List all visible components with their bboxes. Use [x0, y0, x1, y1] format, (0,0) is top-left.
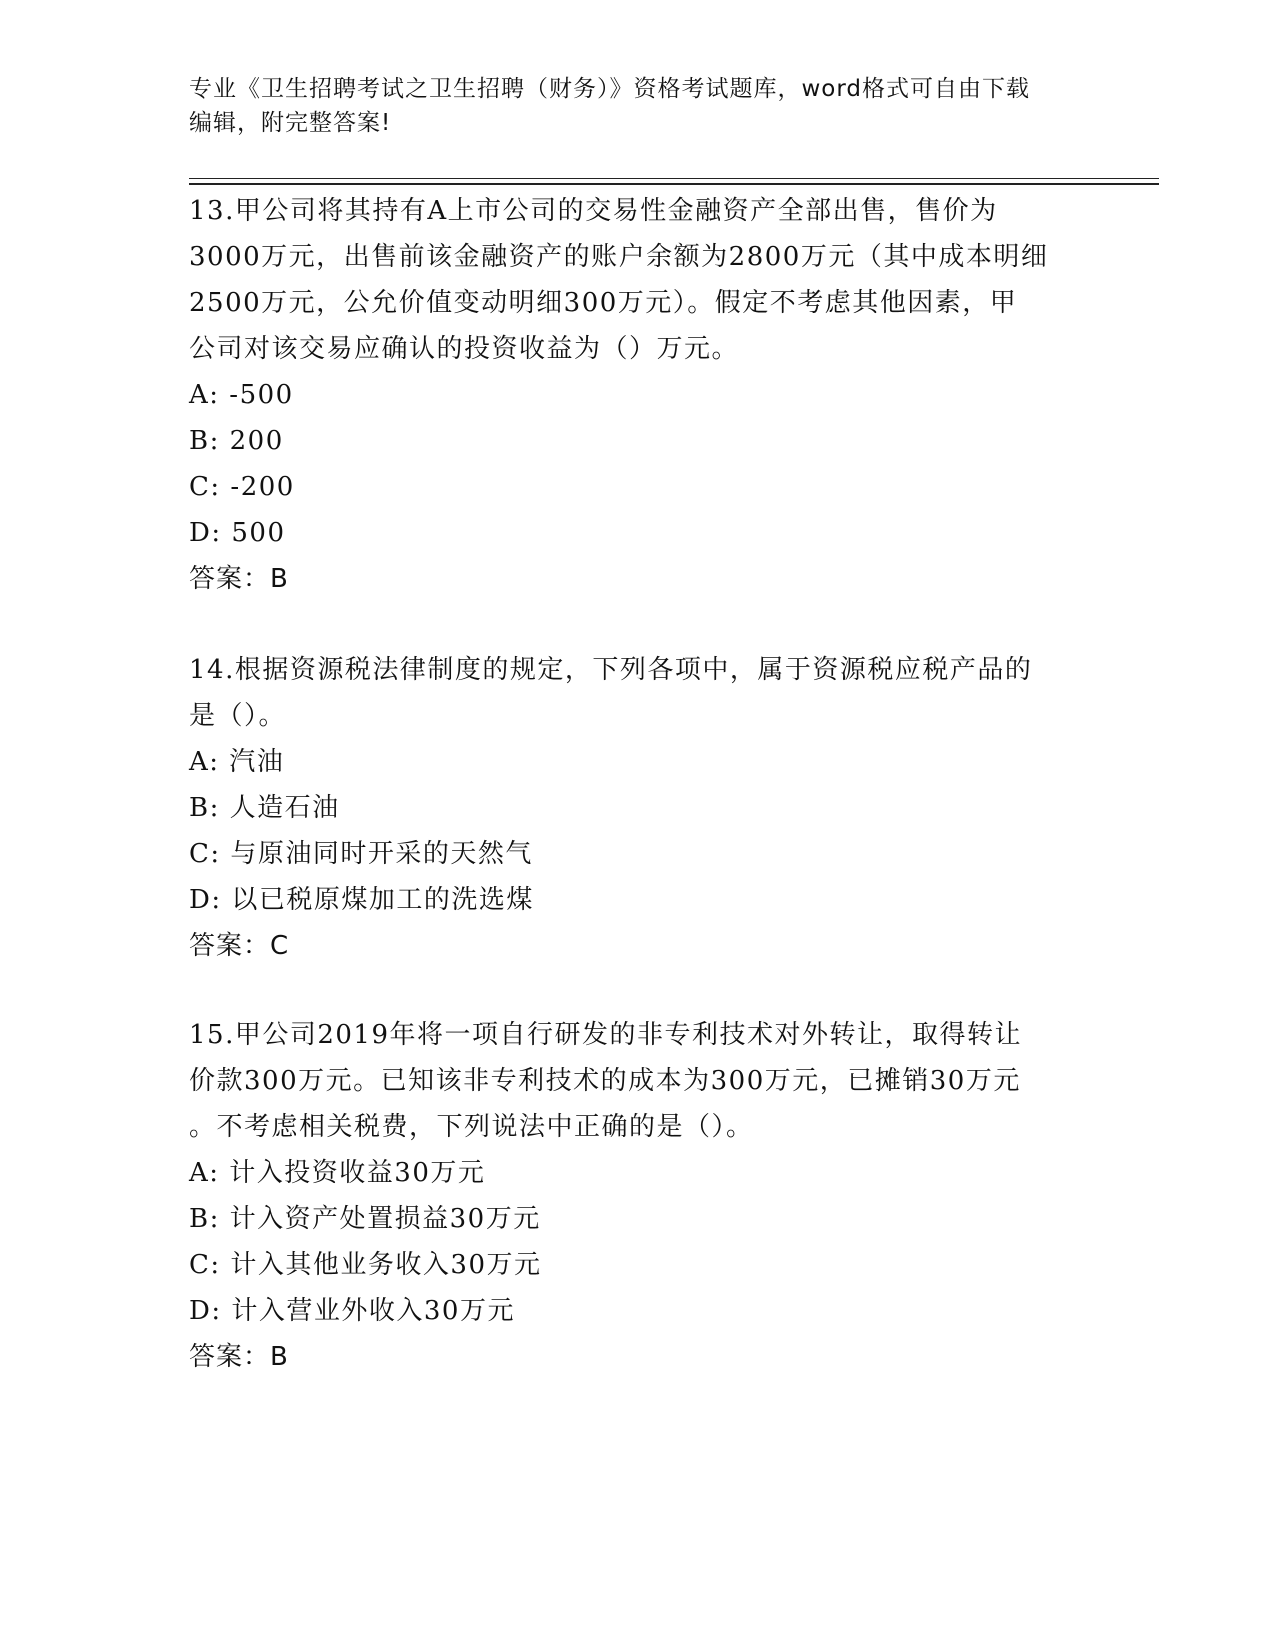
question-15	[189, 1012, 1089, 1380]
document-header	[189, 72, 1089, 140]
option-c: C: 计入其他业务收入30万元	[189, 1250, 542, 1280]
option-b: B: 人造石油	[189, 793, 340, 823]
stem-line: 14.根据资源税法律制度的规定，下列各项中，属于资源税应税产品的	[189, 655, 1033, 685]
option-a: A: 计入投资收益30万元	[189, 1158, 486, 1188]
question-stem	[189, 188, 1089, 372]
header-line-2: 编辑，附完整答案!	[189, 110, 392, 136]
stem-line: 15.甲公司2019年将一项自行研发的非专利技术对外转让，取得转让	[189, 1020, 1023, 1050]
option-c: C: -200	[189, 472, 295, 502]
answer-label: 答案：B	[189, 564, 289, 594]
header-line-1: 专业《卫生招聘考试之卫生招聘（财务）》资格考试题库，word格式可自由下载	[189, 76, 1031, 102]
option-b: B: 200	[189, 426, 284, 456]
option-d: D: 以已税原煤加工的洗选煤	[189, 885, 534, 915]
header-divider-thin	[189, 178, 1159, 179]
answer-label: 答案：C	[189, 931, 290, 961]
stem-line: 13.甲公司将其持有A上市公司的交易性金融资产全部出售，售价为	[189, 196, 998, 226]
stem-line: 3000万元，出售前该金融资产的账户余额为2800万元（其中成本明细	[189, 242, 1049, 272]
answer-label: 答案：B	[189, 1342, 289, 1372]
option-a: A: -500	[189, 380, 294, 410]
question-stem	[189, 1012, 1089, 1150]
stem-line: 2500万元，公允价值变动明细300万元）。假定不考虑其他因素，甲	[189, 288, 1018, 318]
question-13	[189, 188, 1089, 602]
question-stem	[189, 647, 1089, 739]
question-14	[189, 647, 1089, 969]
header-divider-thick	[189, 183, 1159, 185]
option-d: D: 500	[189, 518, 286, 548]
option-a: A: 汽油	[189, 747, 285, 777]
stem-line: 价款300万元。已知该非专利技术的成本为300万元，已摊销30万元	[189, 1066, 1021, 1096]
stem-line: 公司对该交易应确认的投资收益为（）万元。	[189, 334, 740, 364]
option-b: B: 计入资产处置损益30万元	[189, 1204, 541, 1234]
option-c: C: 与原油同时开采的天然气	[189, 839, 533, 869]
stem-line: 是（）。	[189, 701, 287, 731]
option-d: D: 计入营业外收入30万元	[189, 1296, 515, 1326]
stem-line: 。不考虑相关税费，下列说法中正确的是（）。	[189, 1112, 754, 1142]
